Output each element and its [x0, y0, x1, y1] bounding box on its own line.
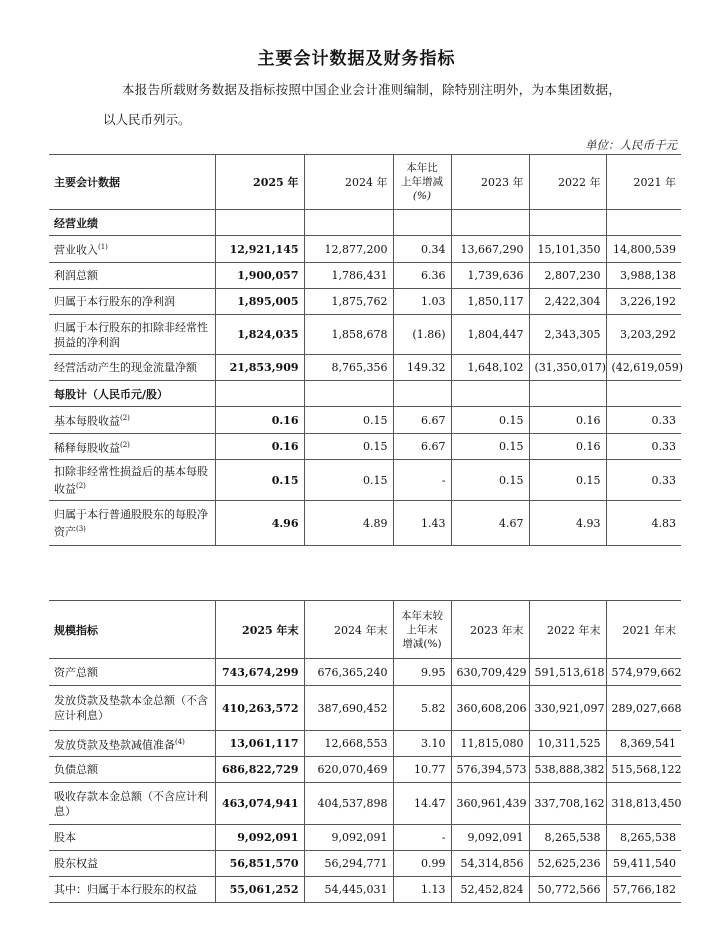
- row-label-text: 归属于本行普通股股东的每股净资产: [54, 507, 208, 539]
- value-cell: 59,411,540: [606, 851, 681, 877]
- table-row: [49, 434, 681, 460]
- unit-label: 单位：人民币千元: [585, 138, 677, 152]
- header-cell-change: 本年末较 上年末 增减(%): [393, 601, 451, 659]
- value-cell: 1.03: [393, 289, 451, 315]
- value-cell: 5.82: [393, 686, 451, 731]
- value-cell: 15,101,350: [529, 236, 606, 263]
- value-cell: 0.15: [215, 460, 304, 501]
- header-cell: 2025 年: [215, 155, 304, 210]
- value-cell: 538,888,382: [529, 757, 606, 783]
- value-cell: 1,895,005: [215, 289, 304, 315]
- intro-text-line1: 本报告所载财务数据及指标按照中国企业会计准则编制，除特别注明外，为本集团数据，: [122, 82, 622, 97]
- table-row: [49, 877, 681, 903]
- row-label-text: 其中：归属于本行股东的权益: [54, 883, 197, 896]
- value-cell: 1.13: [393, 877, 451, 903]
- row-label-text: 基本每股收益: [54, 414, 120, 428]
- value-cell: 515,568,122: [606, 757, 681, 783]
- value-cell: 54,445,031: [304, 877, 393, 903]
- value-cell: 4.93: [529, 501, 606, 546]
- row-label: [49, 407, 215, 434]
- value-cell: 0.15: [304, 460, 393, 501]
- value-cell: 12,668,553: [304, 731, 393, 757]
- row-label: [49, 289, 215, 315]
- empty-cell: [451, 381, 529, 407]
- footnote-marker: (4): [175, 737, 185, 746]
- section-title: 经营业绩: [49, 210, 215, 236]
- table-row: [49, 315, 681, 355]
- value-cell: (1.86): [393, 315, 451, 355]
- table-row: [49, 263, 681, 289]
- table-header-row: [49, 601, 681, 659]
- empty-cell: [606, 381, 681, 407]
- empty-cell: [393, 381, 451, 407]
- value-cell: 318,813,450: [606, 783, 681, 825]
- value-cell: (31,350,017): [529, 355, 606, 381]
- table-row: [49, 355, 681, 381]
- table-row: [49, 659, 681, 686]
- header-cell: 2023 年末: [451, 601, 529, 659]
- empty-cell: [529, 381, 606, 407]
- row-label-text: 负债总额: [54, 763, 98, 776]
- row-label: [49, 686, 215, 731]
- value-cell: 0.16: [529, 407, 606, 434]
- header-cell: 2022 年末: [529, 601, 606, 659]
- table-row: [49, 757, 681, 783]
- value-cell: 289,027,668: [606, 686, 681, 731]
- value-cell: 1.43: [393, 501, 451, 546]
- row-label-text: 利润总额: [54, 269, 98, 282]
- section-row: [49, 381, 681, 407]
- section-title: 每股计（人民币元/股）: [49, 381, 215, 407]
- row-label: [49, 783, 215, 825]
- row-label: [49, 355, 215, 381]
- row-label-text: 扣除非经常性损益后的基本每股收益: [54, 464, 208, 496]
- header-cell: 2025 年末: [215, 601, 304, 659]
- value-cell: 1,739,636: [451, 263, 529, 289]
- value-cell: (42,619,059): [606, 355, 681, 381]
- section-row: [49, 210, 681, 236]
- row-label: [49, 877, 215, 903]
- value-cell: 0.33: [606, 460, 681, 501]
- empty-cell: [529, 210, 606, 236]
- value-cell: 4.67: [451, 501, 529, 546]
- value-cell: -: [393, 460, 451, 501]
- row-label: [49, 315, 215, 355]
- empty-cell: [393, 210, 451, 236]
- value-cell: 10.77: [393, 757, 451, 783]
- value-cell: 630,709,429: [451, 659, 529, 686]
- value-cell: 1,900,057: [215, 263, 304, 289]
- value-cell: 686,822,729: [215, 757, 304, 783]
- row-label: [49, 501, 215, 546]
- value-cell: 0.15: [451, 434, 529, 460]
- value-cell: 0.99: [393, 851, 451, 877]
- value-cell: 56,851,570: [215, 851, 304, 877]
- value-cell: 9,092,091: [451, 825, 529, 851]
- value-cell: 360,608,206: [451, 686, 529, 731]
- empty-cell: [304, 381, 393, 407]
- value-cell: 1,804,447: [451, 315, 529, 355]
- table-row: [49, 731, 681, 757]
- value-cell: 1,850,117: [451, 289, 529, 315]
- footnote-marker: (2): [120, 440, 130, 449]
- value-cell: 6.67: [393, 434, 451, 460]
- header-cell: 2024 年: [304, 155, 393, 210]
- value-cell: 743,674,299: [215, 659, 304, 686]
- value-cell: 14,800,539: [606, 236, 681, 263]
- row-label: [49, 659, 215, 686]
- page-title: 主要会计数据及财务指标: [257, 49, 456, 69]
- value-cell: 0.15: [304, 434, 393, 460]
- footnote-marker: (2): [76, 481, 86, 490]
- value-cell: 591,513,618: [529, 659, 606, 686]
- value-cell: 0.34: [393, 236, 451, 263]
- row-label: [49, 434, 215, 460]
- value-cell: 4.83: [606, 501, 681, 546]
- header-cell: 2021 年末: [606, 601, 681, 659]
- value-cell: 0.15: [451, 460, 529, 501]
- value-cell: 11,815,080: [451, 731, 529, 757]
- row-label: [49, 851, 215, 877]
- table-row: [49, 236, 681, 263]
- footnote-marker: (2): [120, 414, 130, 423]
- value-cell: 1,648,102: [451, 355, 529, 381]
- footnote-marker: (1): [98, 243, 108, 252]
- row-label: [49, 757, 215, 783]
- row-label-text: 发放贷款及垫款减值准备: [54, 738, 175, 752]
- value-cell: 0.33: [606, 434, 681, 460]
- table-row: [49, 686, 681, 731]
- header-cell: 2023 年: [451, 155, 529, 210]
- value-cell: 360,961,439: [451, 783, 529, 825]
- value-cell: -: [393, 825, 451, 851]
- row-label-text: 资产总额: [54, 665, 98, 679]
- value-cell: 10,311,525: [529, 731, 606, 757]
- value-cell: 9,092,091: [215, 825, 304, 851]
- table-row: [49, 851, 681, 877]
- value-cell: 1,786,431: [304, 263, 393, 289]
- value-cell: 56,294,771: [304, 851, 393, 877]
- value-cell: 4.96: [215, 501, 304, 546]
- row-label-text: 营业收入: [54, 243, 98, 257]
- value-cell: 1,875,762: [304, 289, 393, 315]
- value-cell: 676,365,240: [304, 659, 393, 686]
- value-cell: 2,422,304: [529, 289, 606, 315]
- table-row: [49, 825, 681, 851]
- header-cell: 2021 年: [606, 155, 681, 210]
- row-label-text: 经营活动产生的现金流量净额: [54, 361, 197, 374]
- value-cell: 0.16: [529, 434, 606, 460]
- value-cell: 387,690,452: [304, 686, 393, 731]
- table-row: [49, 407, 681, 434]
- row-label: [49, 236, 215, 263]
- value-cell: 0.16: [215, 407, 304, 434]
- value-cell: 52,452,824: [451, 877, 529, 903]
- value-cell: 9,092,091: [304, 825, 393, 851]
- intro-text-line2: 以人民币列示。: [103, 112, 191, 127]
- value-cell: 149.32: [393, 355, 451, 381]
- accounting-data-table: [49, 154, 684, 546]
- value-cell: 574,979,662: [606, 659, 681, 686]
- value-cell: 50,772,566: [529, 877, 606, 903]
- footnote-marker: (3): [76, 524, 86, 533]
- value-cell: 0.33: [606, 407, 681, 434]
- table-header-row: [49, 155, 681, 210]
- header-cell: 主要会计数据: [49, 155, 215, 210]
- header-cell: 2024 年末: [304, 601, 393, 659]
- table-row: [49, 289, 681, 315]
- value-cell: 8,369,541: [606, 731, 681, 757]
- value-cell: 12,877,200: [304, 236, 393, 263]
- value-cell: 0.15: [304, 407, 393, 434]
- row-label: [49, 825, 215, 851]
- row-label: [49, 263, 215, 289]
- row-label-text: 归属于本行股东的扣除非经常性损益的净利润: [54, 320, 208, 349]
- value-cell: 8,265,538: [529, 825, 606, 851]
- value-cell: 463,074,941: [215, 783, 304, 825]
- value-cell: 9.95: [393, 659, 451, 686]
- value-cell: 13,061,117: [215, 731, 304, 757]
- value-cell: 57,766,182: [606, 877, 681, 903]
- empty-cell: [451, 210, 529, 236]
- value-cell: 1,824,035: [215, 315, 304, 355]
- row-label-text: 稀释每股收益: [54, 441, 120, 455]
- value-cell: 55,061,252: [215, 877, 304, 903]
- row-label: [49, 731, 215, 757]
- value-cell: 3,988,138: [606, 263, 681, 289]
- value-cell: 6.36: [393, 263, 451, 289]
- value-cell: 3,226,192: [606, 289, 681, 315]
- empty-cell: [606, 210, 681, 236]
- value-cell: 404,537,898: [304, 783, 393, 825]
- empty-cell: [215, 381, 304, 407]
- value-cell: 21,853,909: [215, 355, 304, 381]
- value-cell: 4.89: [304, 501, 393, 546]
- value-cell: 410,263,572: [215, 686, 304, 731]
- header-cell-change: 本年比 上年增减 (%): [393, 155, 451, 210]
- value-cell: 8,265,538: [606, 825, 681, 851]
- value-cell: 1,858,678: [304, 315, 393, 355]
- value-cell: 0.15: [451, 407, 529, 434]
- value-cell: 3.10: [393, 731, 451, 757]
- row-label-text: 股东权益: [54, 857, 98, 870]
- value-cell: 54,314,856: [451, 851, 529, 877]
- value-cell: 8,765,356: [304, 355, 393, 381]
- value-cell: 620,070,469: [304, 757, 393, 783]
- value-cell: 337,708,162: [529, 783, 606, 825]
- row-label: [49, 460, 215, 501]
- header-cell: 规模指标: [49, 601, 215, 659]
- value-cell: 576,394,573: [451, 757, 529, 783]
- row-label-text: 归属于本行股东的净利润: [54, 295, 175, 308]
- value-cell: 0.15: [529, 460, 606, 501]
- value-cell: 13,667,290: [451, 236, 529, 263]
- value-cell: 2,343,305: [529, 315, 606, 355]
- scale-indicator-table: [49, 600, 681, 903]
- value-cell: 52,625,236: [529, 851, 606, 877]
- value-cell: 3,203,292: [606, 315, 681, 355]
- value-cell: 2,807,230: [529, 263, 606, 289]
- header-cell: 2022 年: [529, 155, 606, 210]
- table-row: [49, 460, 681, 501]
- value-cell: 330,921,097: [529, 686, 606, 731]
- row-label-text: 吸收存款本金总额（不含应计利息）: [54, 789, 208, 818]
- empty-cell: [304, 210, 393, 236]
- value-cell: 0.16: [215, 434, 304, 460]
- value-cell: 6.67: [393, 407, 451, 434]
- value-cell: 14.47: [393, 783, 451, 825]
- row-label-text: 发放贷款及垫款本金总额（不含应计利息）: [54, 694, 208, 722]
- empty-cell: [215, 210, 304, 236]
- table-row: [49, 783, 681, 825]
- table-row: [49, 501, 681, 546]
- row-label-text: 股本: [54, 831, 76, 844]
- value-cell: 12,921,145: [215, 236, 304, 263]
